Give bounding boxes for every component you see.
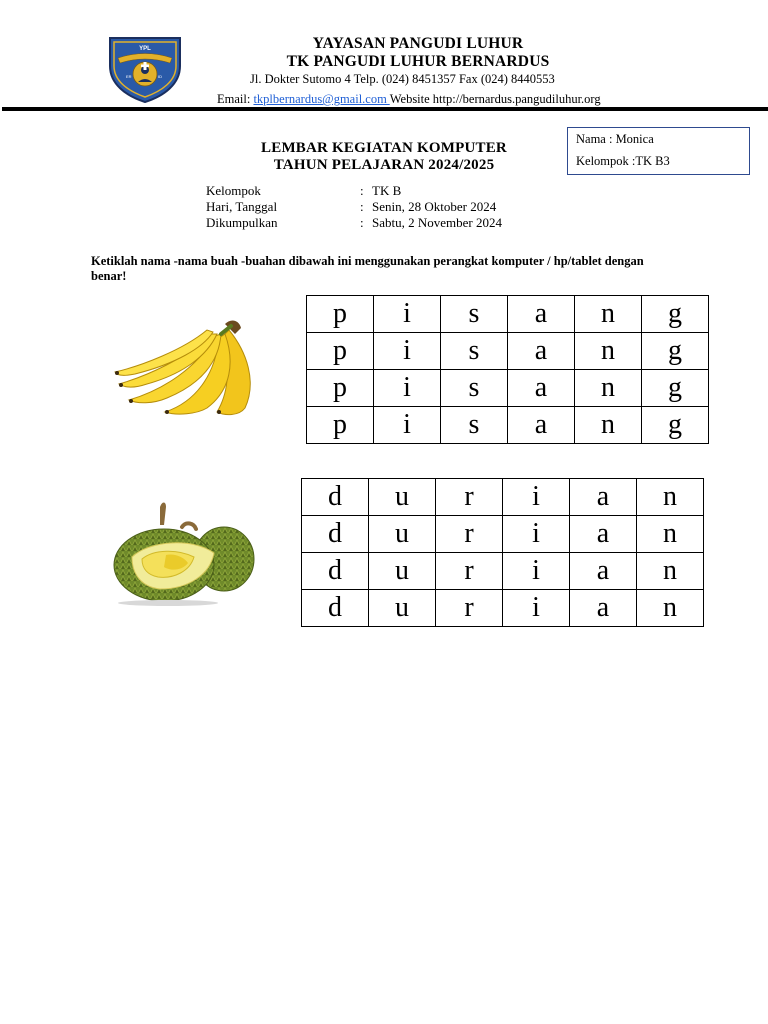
letter-cell[interactable]: n — [637, 479, 704, 516]
svg-text:YPL: YPL — [139, 46, 151, 52]
letter-cell[interactable]: g — [642, 296, 709, 333]
letter-cell[interactable]: n — [575, 407, 642, 444]
letter-cell[interactable]: i — [374, 296, 441, 333]
durian-image — [108, 497, 258, 609]
letter-cell[interactable]: u — [369, 516, 436, 553]
letter-cell[interactable]: s — [441, 370, 508, 407]
worksheet-title: LEMBAR KEGIATAN KOMPUTER — [261, 140, 507, 156]
letter-cell[interactable]: r — [436, 516, 503, 553]
info-value: Senin, 28 Oktober 2024 — [372, 199, 497, 214]
letter-cell[interactable]: u — [369, 479, 436, 516]
letter-cell[interactable]: i — [503, 553, 570, 590]
student-group: Kelompok :TK B3 — [576, 154, 670, 168]
letter-cell[interactable]: r — [436, 590, 503, 627]
letter-cell[interactable]: i — [503, 479, 570, 516]
website-text: Website http://bernardus.pangudiluhur.org — [389, 92, 601, 106]
word-grid-durian — [301, 478, 704, 627]
student-name-box — [567, 127, 750, 175]
svg-text:ID: ID — [158, 74, 162, 79]
letter-cell[interactable]: n — [637, 590, 704, 627]
info-row — [206, 215, 502, 231]
letter-cell[interactable]: g — [642, 370, 709, 407]
letter-cell[interactable]: s — [441, 333, 508, 370]
info-label: Hari, Tanggal — [206, 199, 278, 214]
info-row — [206, 199, 502, 215]
letter-cell[interactable]: d — [302, 590, 369, 627]
letter-cell[interactable]: n — [637, 516, 704, 553]
contact-line — [217, 92, 601, 107]
letter-cell[interactable]: p — [307, 333, 374, 370]
letter-cell[interactable]: a — [508, 370, 575, 407]
org-name: YAYASAN PANGUDI LUHUR — [312, 35, 524, 52]
info-sep: : — [360, 215, 364, 230]
grid-row — [302, 479, 704, 516]
letter-cell[interactable]: u — [369, 553, 436, 590]
letter-cell[interactable]: d — [302, 553, 369, 590]
letter-cell[interactable]: a — [570, 590, 637, 627]
letter-cell[interactable]: a — [570, 479, 637, 516]
grid-row — [307, 370, 709, 407]
instruction-text: Ketiklah nama -nama buah -buahan dibawah ini menggunakan perangkat komputer / hp/tablet dengan benar! — [91, 254, 644, 283]
letter-cell[interactable]: a — [570, 516, 637, 553]
info-label: Kelompok — [206, 183, 261, 198]
email-label: Email: — [217, 92, 254, 106]
school-address: Jl. Dokter Sutomo 4 Telp. (024) 8451357 Fax (024) 8440553 — [250, 72, 555, 86]
grid-row — [307, 407, 709, 444]
letter-cell[interactable]: d — [302, 516, 369, 553]
letter-cell[interactable]: i — [374, 370, 441, 407]
letter-cell[interactable]: a — [570, 553, 637, 590]
svg-text:ER: ER — [126, 74, 132, 79]
letter-cell[interactable]: g — [642, 333, 709, 370]
letter-cell[interactable]: s — [441, 407, 508, 444]
grid-row — [307, 296, 709, 333]
letter-cell[interactable]: i — [374, 333, 441, 370]
email-link[interactable]: tkplbernardus@gmail.com — [253, 92, 390, 106]
letter-cell[interactable]: i — [503, 516, 570, 553]
letter-cell[interactable]: i — [374, 407, 441, 444]
letter-cell[interactable]: i — [503, 590, 570, 627]
letter-cell[interactable]: n — [575, 370, 642, 407]
info-row — [206, 183, 502, 199]
info-block — [206, 183, 502, 231]
school-name: TK PANGUDI LUHUR BERNARDUS — [286, 53, 550, 70]
grid-row — [302, 590, 704, 627]
word-grid-pisang — [306, 295, 709, 444]
letter-cell[interactable]: n — [575, 333, 642, 370]
info-value: TK B — [372, 183, 402, 198]
letter-cell[interactable]: a — [508, 407, 575, 444]
student-name: Nama : Monica — [576, 132, 654, 146]
school-year: TAHUN PELAJARAN 2024/2025 — [273, 157, 495, 173]
letter-cell[interactable]: n — [575, 296, 642, 333]
grid-row — [307, 333, 709, 370]
info-value: Sabtu, 2 November 2024 — [372, 215, 502, 230]
letter-cell[interactable]: d — [302, 479, 369, 516]
banana-image — [107, 312, 277, 424]
letter-cell[interactable]: r — [436, 479, 503, 516]
letter-cell[interactable]: g — [642, 407, 709, 444]
info-sep: : — [360, 183, 364, 198]
letter-cell[interactable]: r — [436, 553, 503, 590]
letter-cell[interactable]: p — [307, 407, 374, 444]
info-label: Dikumpulkan — [206, 215, 278, 230]
grid-row — [302, 553, 704, 590]
letter-cell[interactable]: u — [369, 590, 436, 627]
letter-cell[interactable]: s — [441, 296, 508, 333]
letter-cell[interactable]: a — [508, 333, 575, 370]
letter-cell[interactable]: p — [307, 296, 374, 333]
grid-row — [302, 516, 704, 553]
letter-cell[interactable]: a — [508, 296, 575, 333]
header-divider-thin — [2, 110, 768, 111]
info-sep: : — [360, 199, 364, 214]
letter-cell[interactable]: n — [637, 553, 704, 590]
letter-cell[interactable]: p — [307, 370, 374, 407]
